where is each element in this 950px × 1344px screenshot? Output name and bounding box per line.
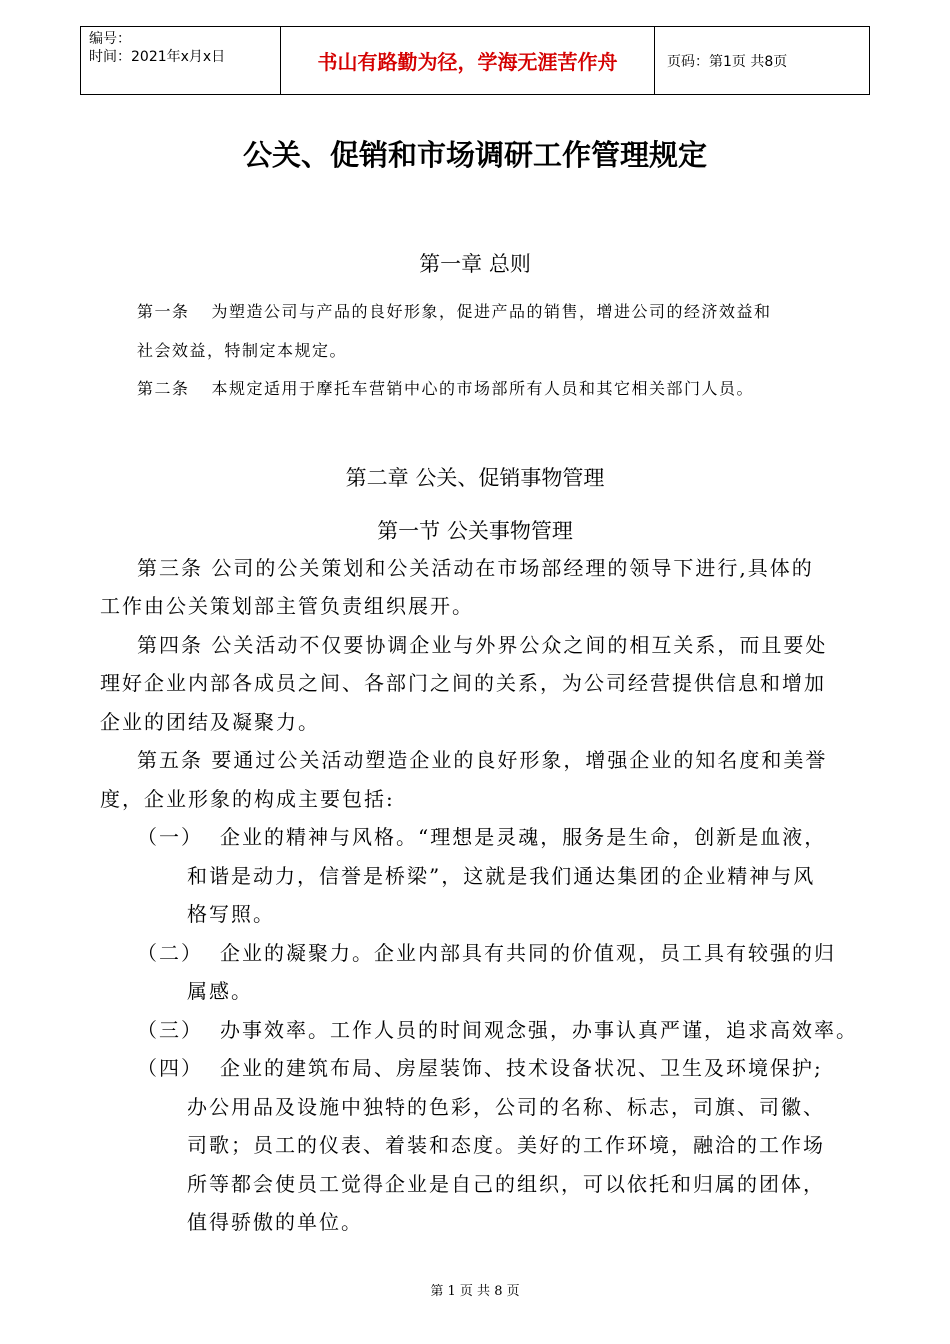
article3-line1: 第三条 公司的公关策划和公关活动在市场部经理的领导下进行,具体的 <box>137 556 814 580</box>
chapter2-heading: 第二章 公关、促销事物管理 <box>345 466 605 490</box>
item2-number: （二） <box>137 941 203 965</box>
item4-line3: 司歌；员工的仪表、着装和态度。美好的工作环境，融洽的工作场 <box>187 1133 825 1157</box>
item2-line2: 属感。 <box>187 979 253 1003</box>
item4-line5: 值得骄傲的单位。 <box>187 1210 363 1234</box>
article3-line2: 工作由公关策划部主管负责组织展开。 <box>100 594 474 618</box>
item4-line1: 企业的建筑布局、房屋装饰、技术设备状况、卫生及环境保护; <box>220 1056 823 1080</box>
item2-line1: 企业的凝聚力。企业内部具有共同的价值观，员工具有较强的归 <box>220 941 836 965</box>
header-meta-cell <box>81 27 281 94</box>
item3-number: （三） <box>137 1018 203 1042</box>
article1-number: 第一条 <box>137 302 190 321</box>
item1-line2: 和谐是动力，信誉是桥梁”，这就是我们通达集团的企业精神与风 <box>187 864 816 888</box>
time-label: 时间：2021年x月x日 <box>89 49 226 65</box>
motto: 书山有路勤为径，学海无涯苦作舟 <box>317 50 618 74</box>
article5-line1: 第五条 要通过公关活动塑造企业的良好形象，增强企业的知名度和美誉 <box>137 748 828 772</box>
section1-heading: 第一节 公关事物管理 <box>377 519 573 543</box>
number-label: 编号： <box>89 31 131 47</box>
article1-line2: 社会效益，特制定本规定。 <box>137 341 348 360</box>
article4-line2: 理好企业内部各成员之间、各部门之间的关系，为公司经营提供信息和增加 <box>100 671 826 695</box>
page-code: 页码：第1页 共8页 <box>667 53 788 70</box>
page-footer: 第 1 页 共 8 页 <box>430 1284 520 1299</box>
article5-line2: 度，企业形象的构成主要包括: <box>100 787 395 811</box>
item1-line1: 企业的精神与风格。“理想是灵魂，服务是生命，创新是血液， <box>220 825 827 849</box>
item4-line4: 所等都会使员工觉得企业是自己的组织，可以依托和归属的团体， <box>187 1172 825 1196</box>
item3-line1: 办事效率。工作人员的时间观念强，办事认真严谨，追求高效率。 <box>220 1018 858 1042</box>
item1-line3: 格写照。 <box>187 902 275 926</box>
page-code-cell <box>655 27 869 94</box>
article4-line1: 第四条 公关活动不仅要协调企业与外界公众之间的相互关系，而且要处 <box>137 633 828 657</box>
article2-text: 本规定适用于摩托车营销中心的市场部所有人员和其它相关部门人员。 <box>211 379 755 398</box>
document-title: 公关、促销和市场调研工作管理规定 <box>242 138 707 172</box>
motto-cell <box>281 27 655 94</box>
item1-number: （一） <box>137 825 203 849</box>
item4-line2: 办公用品及设施中独特的色彩，公司的名称、标志，司旗、司徽、 <box>187 1095 825 1119</box>
article4-line3: 企业的团结及凝聚力。 <box>100 710 320 734</box>
article2-number: 第二条 <box>137 379 190 398</box>
article2-line <box>137 370 754 407</box>
header-table <box>80 26 870 95</box>
article1-line1 <box>137 293 772 330</box>
article1-text: 为塑造公司与产品的良好形象，促进产品的销售，增进公司的经济效益和 <box>211 302 772 321</box>
chapter1-heading: 第一章 总则 <box>419 252 531 276</box>
item4-number: （四） <box>137 1056 203 1080</box>
